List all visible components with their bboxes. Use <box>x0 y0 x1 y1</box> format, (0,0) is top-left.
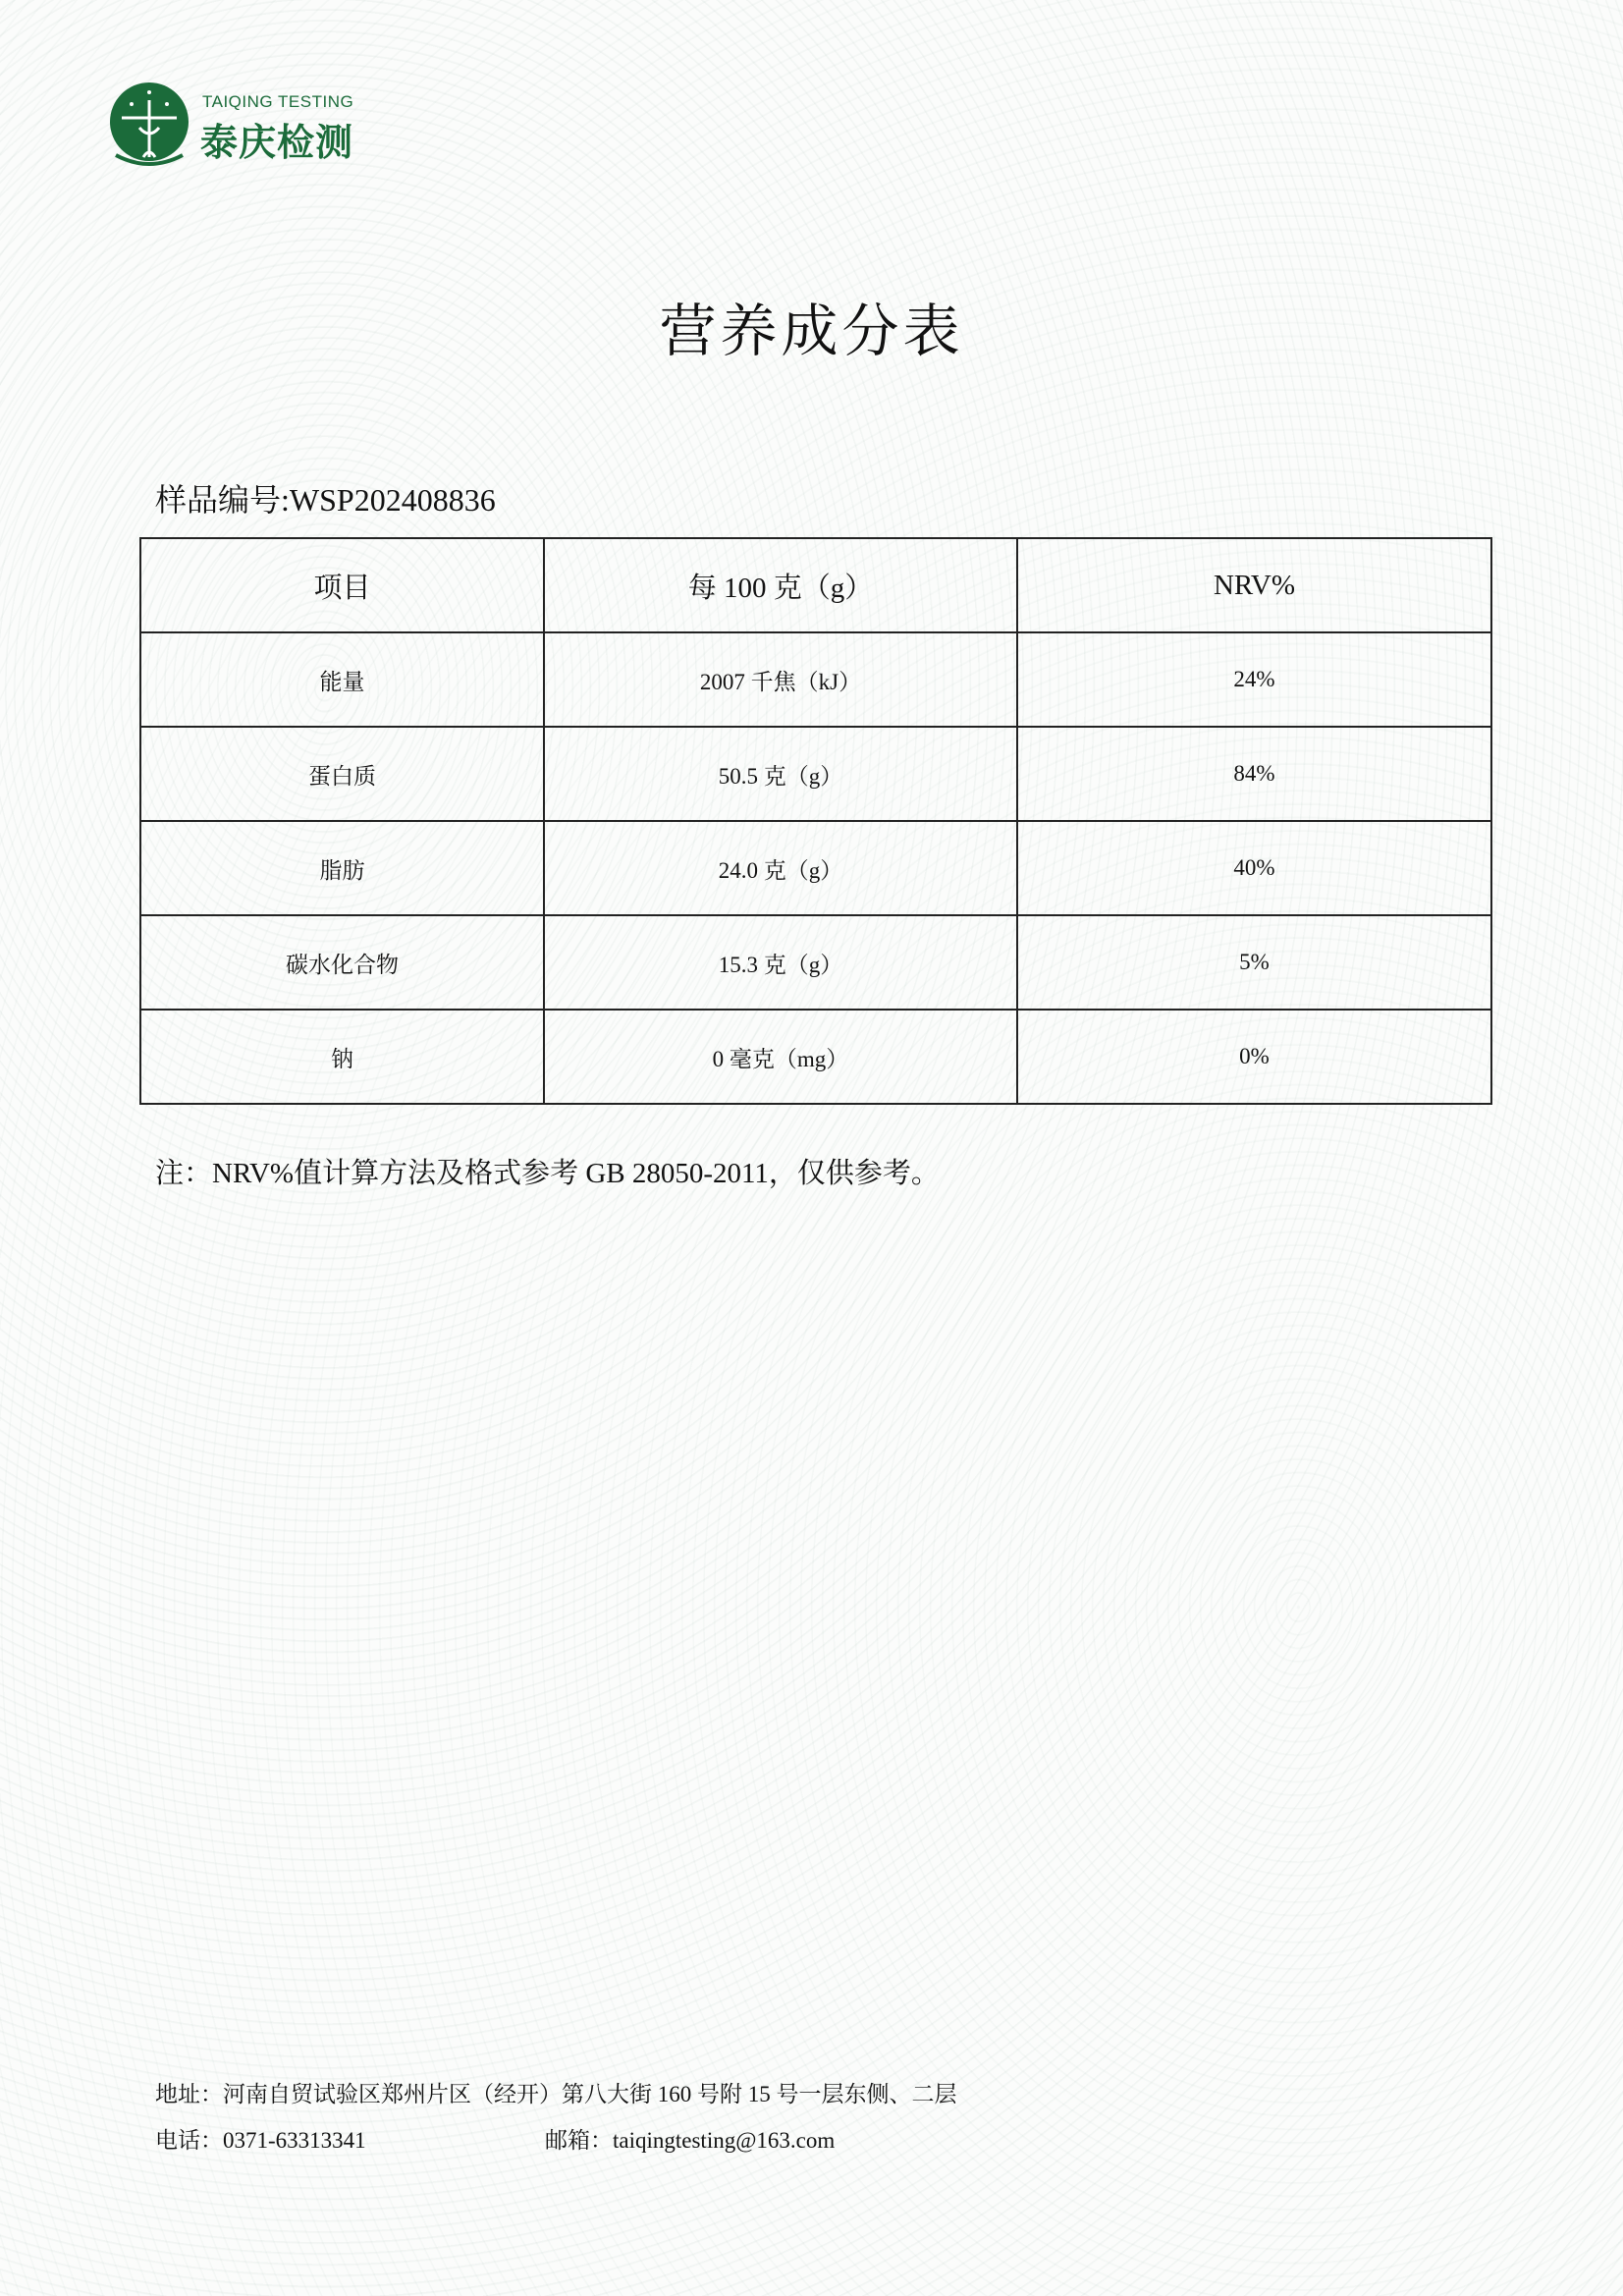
cell-item: 能量 <box>140 632 544 727</box>
cell-nrv: 24% <box>1017 632 1491 727</box>
cell-item: 脂肪 <box>140 821 544 915</box>
nutrition-table <box>139 537 1492 1105</box>
logo-chinese-text: 泰庆检测 <box>200 121 354 164</box>
sample-number-label: 样品编号: <box>155 482 290 518</box>
cell-per100: 24.0 克（g） <box>544 821 1017 915</box>
table-row <box>140 915 1491 1010</box>
cell-item: 钠 <box>140 1010 544 1104</box>
cell-nrv: 5% <box>1017 915 1491 1010</box>
table-row <box>140 632 1491 727</box>
table-note: 注：NRV%值计算方法及格式参考 GB 28050-2011，仅供参考。 <box>155 1158 940 1189</box>
footer-address: 地址：河南自贸试验区郑州片区（经开）第八大街 160 号附 15 号一层东侧、二层 <box>155 2082 957 2106</box>
header-per100: 每 100 克（g） <box>544 538 1017 632</box>
footer-email: 邮箱：taiqingtesting@163.com <box>545 2128 836 2153</box>
cell-per100: 50.5 克（g） <box>544 727 1017 821</box>
cell-item: 碳水化合物 <box>140 915 544 1010</box>
header-nrv: NRV% <box>1017 538 1491 632</box>
cell-per100: 2007 千焦（kJ） <box>544 632 1017 727</box>
table-row <box>140 1010 1491 1104</box>
cell-nrv: 0% <box>1017 1010 1491 1104</box>
logo-english-text: TAIQING TESTING <box>202 92 354 111</box>
page-title: 营养成分表 <box>659 300 964 363</box>
table-row <box>140 821 1491 915</box>
cell-nrv: 84% <box>1017 727 1491 821</box>
table-row <box>140 727 1491 821</box>
cell-nrv: 40% <box>1017 821 1491 915</box>
company-logo <box>108 79 373 172</box>
footer-phone: 电话：0371-63313341 <box>155 2128 366 2153</box>
cell-per100: 15.3 克（g） <box>544 915 1017 1010</box>
sample-number <box>155 475 496 520</box>
sample-number-value: WSP202408836 <box>289 482 496 518</box>
cell-per100: 0 毫克（mg） <box>544 1010 1017 1104</box>
cell-item: 蛋白质 <box>140 727 544 821</box>
taiqing-logo-icon <box>108 79 190 169</box>
header-item: 项目 <box>140 538 544 632</box>
table-header-row <box>140 538 1491 632</box>
